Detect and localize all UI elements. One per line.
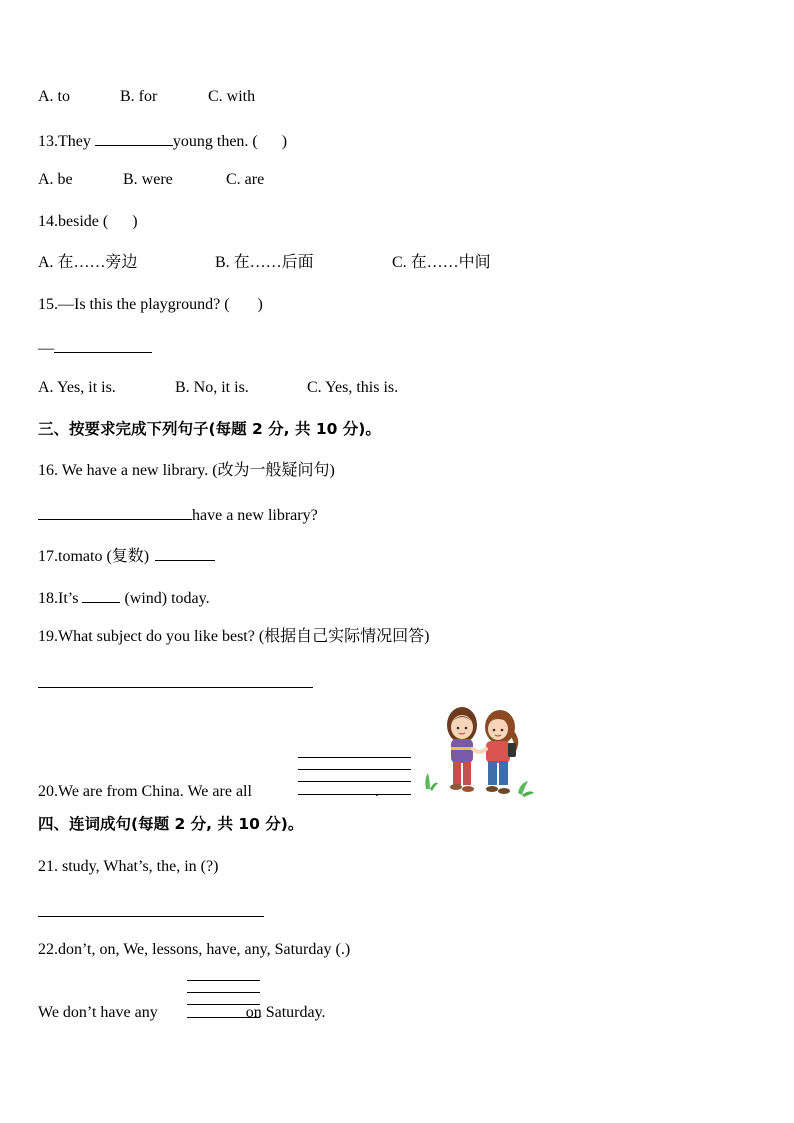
q13-question — [38, 129, 287, 152]
q14-text: 14.beside ( — [38, 213, 109, 230]
two-girls-walking-illustration — [418, 703, 538, 799]
q14-options — [38, 253, 491, 273]
q13-close-paren: ) — [281, 133, 288, 150]
q17-blank[interactable] — [155, 544, 215, 561]
q20-question — [38, 782, 379, 802]
q15-response-line — [38, 336, 152, 359]
q15-option-c: C. Yes, this is. — [307, 379, 399, 396]
q13-after-blank: young then. ( — [172, 133, 258, 150]
q15-close-paren: ) — [257, 296, 263, 313]
q16-question: 16. We have a new library. (改为一般疑问句) — [38, 462, 335, 479]
q18-blank[interactable] — [82, 586, 120, 603]
q22-answer-sentence — [38, 1003, 326, 1023]
q13-blank[interactable] — [95, 129, 173, 146]
q13-option-b: B. were — [123, 171, 173, 188]
section-3-heading: 三、按要求完成下列句子(每题 2 分, 共 10 分)。 — [38, 420, 381, 438]
q20-period: . — [374, 783, 379, 800]
q15-response-blank[interactable] — [54, 336, 152, 353]
q12-options — [38, 87, 255, 107]
q16-answer-line — [38, 503, 318, 526]
q12-option-b: B. for — [120, 88, 158, 105]
q18-after: (wind) today. — [124, 590, 210, 607]
q16-after-blank: have a new library? — [192, 507, 318, 524]
q15-option-a: A. Yes, it is. — [38, 379, 116, 396]
q19-answer-line[interactable] — [38, 687, 313, 688]
q13-option-c: C. are — [226, 171, 265, 188]
q14-close-paren: ) — [132, 213, 138, 230]
q22-before: We don’t have any — [38, 1004, 158, 1021]
q15-options — [38, 378, 398, 398]
q12-option-c: C. with — [208, 88, 256, 105]
q22-after: on Saturday. — [245, 1004, 326, 1021]
q21-question: 21. study, What’s, the, in (?) — [38, 858, 219, 875]
q12-option-a: A. to — [38, 88, 70, 105]
q18-question — [38, 586, 210, 609]
section-4-heading: 四、连词成句(每题 2 分, 共 10 分)。 — [38, 815, 304, 833]
q13-option-a: A. be — [38, 171, 73, 188]
q16-blank[interactable] — [38, 503, 192, 520]
q15-question — [38, 295, 263, 315]
q22-question: 22.don’t, on, We, lessons, have, any, Saturday (.) — [38, 941, 351, 958]
q18-before: 18.It’s — [38, 590, 79, 607]
q17-text: 17.tomato (复数) — [38, 548, 150, 565]
q15-text: 15.—Is this the playground? ( — [38, 296, 230, 313]
q14-option-b: B. 在……后面 — [215, 254, 314, 271]
q19-question: 19.What subject do you like best? (根据自己实际情况回答) — [38, 628, 430, 645]
q14-option-a: A. 在……旁边 — [38, 254, 138, 271]
q20-text: 20.We are from China. We are all — [38, 783, 252, 800]
q14-question — [38, 212, 138, 232]
q15-dash: — — [38, 340, 54, 357]
q13-text: 13.They — [38, 133, 91, 150]
q13-options — [38, 170, 264, 190]
q21-answer-line[interactable] — [38, 916, 264, 917]
q14-option-c: C. 在……中间 — [392, 254, 491, 271]
q15-option-b: B. No, it is. — [175, 379, 249, 396]
q17-question — [38, 544, 215, 567]
